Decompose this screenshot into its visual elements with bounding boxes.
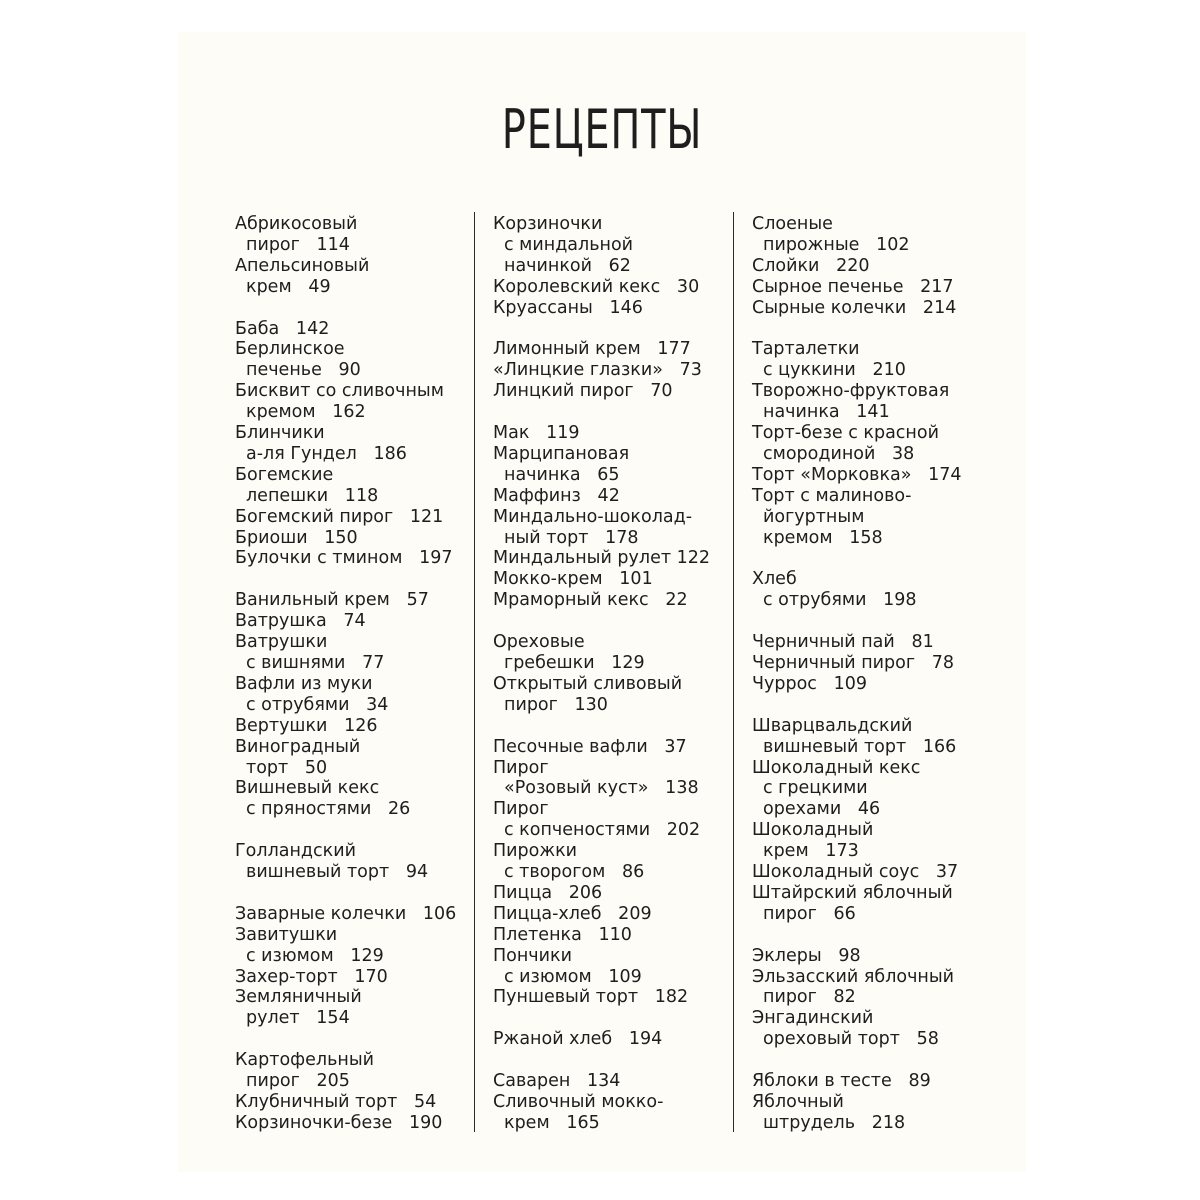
index-entry-text: Вишневый кекс bbox=[235, 778, 380, 799]
index-entry bbox=[752, 674, 992, 695]
index-entry bbox=[235, 423, 475, 465]
index-entry-text: Шоколадный bbox=[752, 820, 874, 841]
index-entry-text: Богемский пирог 121 bbox=[235, 506, 444, 527]
index-entry-text: Мокко-крем 101 bbox=[493, 569, 653, 590]
index-entry bbox=[493, 1092, 733, 1134]
index-entry bbox=[235, 214, 475, 256]
index-entry bbox=[752, 256, 992, 277]
index-entry bbox=[752, 486, 992, 549]
index-entry bbox=[752, 946, 992, 967]
index-entry-text: Лимонный крем 177 bbox=[493, 339, 691, 360]
index-entry-continuation: пирог 114 bbox=[246, 234, 350, 255]
index-entry-text: Пирог bbox=[493, 799, 549, 820]
index-entry-text: Ватрушка 74 bbox=[235, 611, 366, 632]
index-entry bbox=[493, 1071, 733, 1092]
index-entry bbox=[752, 339, 992, 381]
letter-group-gap bbox=[493, 402, 733, 423]
index-entry-text: Плетенка 110 bbox=[493, 924, 632, 945]
index-entry-continuation: рулет 154 bbox=[246, 1008, 350, 1029]
index-entry-continuation: с цуккини 210 bbox=[763, 360, 906, 381]
index-entry-text: Открытый сливовый bbox=[493, 673, 683, 694]
index-entry bbox=[752, 1092, 992, 1134]
index-entry bbox=[493, 360, 733, 381]
index-entry-text: Черничный пирог 78 bbox=[752, 652, 955, 673]
index-entry bbox=[752, 967, 992, 1009]
index-entry-text: Ореховые bbox=[493, 632, 585, 653]
index-entry-text: Мак 119 bbox=[493, 423, 580, 444]
index-entry bbox=[235, 967, 475, 988]
index-entry-text: Бриоши 150 bbox=[235, 527, 358, 548]
index-entry-text: Берлинское bbox=[235, 339, 345, 360]
index-entry-text: Слойки 220 bbox=[752, 255, 870, 276]
index-entry bbox=[235, 507, 475, 528]
index-entry-text: Бисквит со сливочным bbox=[235, 381, 444, 402]
index-entry bbox=[752, 381, 992, 423]
index-entry bbox=[493, 569, 733, 590]
index-entry-text: Торт с малиново- bbox=[752, 485, 912, 506]
index-entry-text: Маффинз 42 bbox=[493, 485, 620, 506]
index-entry-continuation: кремом 162 bbox=[246, 402, 366, 423]
index-entry bbox=[235, 528, 475, 549]
index-entry bbox=[752, 820, 992, 862]
index-entry bbox=[235, 465, 475, 507]
index-entry-text: Абрикосовый bbox=[235, 214, 358, 234]
index-entry bbox=[235, 319, 475, 340]
index-entry-continuation: крем 173 bbox=[763, 841, 859, 862]
index-entry-continuation: с творогом 86 bbox=[504, 862, 645, 883]
index-entry-text: Саварен 134 bbox=[493, 1071, 621, 1092]
index-entry bbox=[752, 423, 992, 465]
index-entry bbox=[235, 716, 475, 737]
index-entry bbox=[493, 339, 733, 360]
index-entry bbox=[752, 758, 992, 821]
index-entry bbox=[493, 298, 733, 319]
index-entry-text: Штайрский яблочный bbox=[752, 882, 953, 903]
index-entry bbox=[493, 381, 733, 402]
index-entry bbox=[235, 904, 475, 925]
index-entry-text: «Линцкие глазки» 73 bbox=[493, 360, 702, 381]
index-entry-continuation: йогуртным bbox=[763, 506, 865, 527]
index-entry bbox=[493, 674, 733, 716]
index-entry bbox=[235, 674, 475, 716]
index-entry-text: Ванильный крем 57 bbox=[235, 590, 429, 611]
index-entry bbox=[752, 632, 992, 653]
index-entry bbox=[493, 883, 733, 904]
index-entry-text: Шварцвальдский bbox=[752, 715, 913, 736]
index-entry-text: Тарталетки bbox=[752, 339, 860, 360]
letter-group-gap bbox=[752, 611, 992, 632]
index-entry-continuation: с изюмом 109 bbox=[504, 966, 642, 987]
index-entry-continuation: смородиной 38 bbox=[763, 443, 915, 464]
letter-group-gap bbox=[235, 1029, 475, 1050]
index-entry-text: Вертушки 126 bbox=[235, 715, 378, 736]
index-entry bbox=[752, 214, 992, 256]
index-entry-text: Пуншевый торт 182 bbox=[493, 987, 689, 1008]
page-title: РЕЦЕПТЫ bbox=[501, 98, 703, 161]
index-entry-text: Земляничный bbox=[235, 987, 362, 1008]
index-entry bbox=[235, 1092, 475, 1113]
index-column-2 bbox=[493, 214, 733, 1134]
index-entry-text: Сырные колечки 214 bbox=[752, 297, 957, 318]
index-entry bbox=[235, 632, 475, 674]
index-entry-continuation: кремом 158 bbox=[763, 527, 883, 548]
index-column-3 bbox=[752, 214, 992, 1134]
index-entry bbox=[493, 946, 733, 988]
index-entry bbox=[493, 904, 733, 925]
index-entry-text: Яблоки в тесте 89 bbox=[752, 1071, 931, 1092]
index-entry bbox=[235, 987, 475, 1029]
index-entry-text: Пицца 206 bbox=[493, 882, 603, 903]
letter-group-gap bbox=[235, 820, 475, 841]
index-entry bbox=[493, 1029, 733, 1050]
index-entry bbox=[493, 590, 733, 611]
index-entry bbox=[493, 632, 733, 674]
index-entry bbox=[493, 214, 733, 277]
index-entry-text: Хлеб bbox=[752, 569, 797, 590]
index-entry-text: Ржаной хлеб 194 bbox=[493, 1029, 663, 1050]
index-entry bbox=[493, 737, 733, 758]
index-entry-continuation: с пряностями 26 bbox=[246, 799, 411, 820]
index-entry-continuation: с вишнями 77 bbox=[246, 653, 385, 673]
index-entry-text: Богемские bbox=[235, 464, 334, 485]
index-entry-text: Миндальный рулет 122 bbox=[493, 548, 711, 569]
index-entry-continuation: ный торт 178 bbox=[504, 527, 639, 548]
index-column-1 bbox=[235, 214, 475, 1134]
column-divider bbox=[474, 212, 475, 1132]
index-entry-text: Чуррос 109 bbox=[752, 673, 867, 694]
letter-group-gap bbox=[235, 298, 475, 319]
index-entry-text: Линцкий пирог 70 bbox=[493, 381, 673, 402]
index-entry-text: Завитушки bbox=[235, 924, 338, 945]
index-entry-continuation: с копченостями 202 bbox=[504, 820, 701, 841]
index-entry bbox=[493, 799, 733, 841]
index-entry-continuation: с отрубями 34 bbox=[246, 694, 389, 715]
letter-group-gap bbox=[493, 611, 733, 632]
index-entry-continuation: «Розовый куст» 138 bbox=[504, 778, 699, 799]
index-entry bbox=[493, 987, 733, 1008]
index-entry-continuation: пирог 205 bbox=[246, 1071, 350, 1092]
index-entry bbox=[752, 716, 992, 758]
index-entry-text: Корзиночки-безе 190 bbox=[235, 1112, 443, 1133]
index-entry bbox=[235, 1113, 475, 1134]
index-entry-text: Ватрушки bbox=[235, 632, 328, 653]
index-entry bbox=[493, 758, 733, 800]
index-entry-continuation: крем 49 bbox=[246, 276, 331, 297]
index-entry-text: Эльзасский яблочный bbox=[752, 966, 955, 987]
letter-group-gap bbox=[235, 569, 475, 590]
index-entry bbox=[752, 862, 992, 883]
letter-group-gap bbox=[493, 1050, 733, 1071]
index-entry-text: Клубничный торт 54 bbox=[235, 1091, 437, 1112]
index-entry-continuation: начинка 141 bbox=[763, 402, 890, 423]
index-entry-text: Вафли из муки bbox=[235, 673, 373, 694]
index-entry-text: Картофельный bbox=[235, 1050, 375, 1071]
index-entry bbox=[235, 339, 475, 381]
index-entry bbox=[493, 548, 733, 569]
index-entry bbox=[493, 507, 733, 549]
index-entry bbox=[235, 778, 475, 820]
index-entry-text: Королевский кекс 30 bbox=[493, 276, 700, 297]
index-entry-continuation: ореховый торт 58 bbox=[763, 1029, 939, 1050]
index-entry-continuation: орехами 46 bbox=[763, 799, 881, 820]
index-entry bbox=[493, 925, 733, 946]
index-entry-continuation: с отрубями 198 bbox=[763, 590, 917, 611]
index-entry-text: Яблочный bbox=[752, 1091, 844, 1112]
index-entry-text: Пирожки bbox=[493, 841, 578, 862]
index-entry-continuation: пирог 130 bbox=[504, 694, 608, 715]
index-entry-continuation: пирог 66 bbox=[763, 903, 856, 924]
letter-group-gap bbox=[752, 695, 992, 716]
index-entry-text: Мраморный кекс 22 bbox=[493, 590, 688, 611]
letter-group-gap bbox=[235, 883, 475, 904]
index-entry-continuation: лепешки 118 bbox=[246, 485, 379, 506]
book-page bbox=[178, 32, 1026, 1172]
index-entry-text: Шоколадный кекс bbox=[752, 757, 921, 778]
index-entry-text: Заварные колечки 106 bbox=[235, 903, 457, 924]
index-entry-continuation: начинка 65 bbox=[504, 464, 620, 485]
index-entry-text: Сырное печенье 217 bbox=[752, 276, 954, 297]
index-entry-continuation: гребешки 129 bbox=[504, 652, 645, 673]
letter-group-gap bbox=[752, 1050, 992, 1071]
index-entry-continuation: штрудель 218 bbox=[763, 1112, 906, 1133]
index-entry bbox=[235, 590, 475, 611]
letter-group-gap bbox=[493, 319, 733, 340]
index-entry-continuation: начинкой 62 bbox=[504, 255, 631, 276]
index-entry-text: Круассаны 146 bbox=[493, 297, 643, 318]
letter-group-gap bbox=[752, 548, 992, 569]
index-entry-text: Торт «Морковка» 174 bbox=[752, 464, 962, 485]
index-entry bbox=[752, 883, 992, 925]
index-entry bbox=[493, 277, 733, 298]
index-entry-text: Пицца-хлеб 209 bbox=[493, 903, 652, 924]
index-entry-text: Сливочный мокко- bbox=[493, 1091, 664, 1112]
index-entry-continuation: вишневый торт 94 bbox=[246, 862, 429, 883]
index-entry bbox=[235, 548, 475, 569]
index-entry-text: Баба 142 bbox=[235, 318, 330, 339]
column-divider bbox=[733, 212, 734, 1132]
index-entry-continuation: с миндальной bbox=[504, 234, 634, 255]
index-entry-continuation: крем 165 bbox=[504, 1112, 600, 1133]
index-entry-text: Пончики bbox=[493, 945, 572, 966]
letter-group-gap bbox=[752, 925, 992, 946]
index-entry-text: Творожно-фруктовая bbox=[752, 381, 950, 402]
index-entry bbox=[752, 653, 992, 674]
index-entry-continuation: торт 50 bbox=[246, 757, 328, 778]
letter-group-gap bbox=[752, 319, 992, 340]
letter-group-gap bbox=[493, 1008, 733, 1029]
index-entry-continuation: вишневый торт 166 bbox=[763, 736, 957, 757]
index-entry-text: Виноградный bbox=[235, 736, 361, 757]
index-entry-text: Миндально-шоколад- bbox=[493, 506, 693, 527]
index-entry bbox=[235, 841, 475, 883]
index-entry-text: Слоеные bbox=[752, 214, 833, 234]
index-entry bbox=[752, 1008, 992, 1050]
index-entry bbox=[235, 925, 475, 967]
index-entry-continuation: пирог 82 bbox=[763, 987, 856, 1008]
index-entry bbox=[752, 277, 992, 298]
index-entry-continuation: с грецкими bbox=[763, 778, 868, 799]
index-entry bbox=[493, 423, 733, 444]
index-entry-text: Эклеры 98 bbox=[752, 945, 861, 966]
index-entry-text: Булочки с тмином 197 bbox=[235, 548, 453, 569]
index-entry-text: Черничный пай 81 bbox=[752, 632, 934, 653]
index-entry bbox=[752, 1071, 992, 1092]
index-entry-text: Корзиночки bbox=[493, 214, 603, 234]
index-entry-text: Пирог bbox=[493, 757, 549, 778]
index-entry-text: Голландский bbox=[235, 841, 356, 862]
index-entry bbox=[493, 444, 733, 486]
index-entry-text: Блинчики bbox=[235, 423, 325, 444]
index-entry bbox=[752, 569, 992, 611]
index-entry bbox=[752, 298, 992, 319]
index-entry-text: Марципановая bbox=[493, 443, 630, 464]
index-entry-text: Апельсиновый bbox=[235, 255, 370, 276]
index-entry bbox=[752, 465, 992, 486]
index-entry-continuation: с изюмом 129 bbox=[246, 945, 384, 966]
index-entry bbox=[235, 256, 475, 298]
index-entry-text: Захер-торт 170 bbox=[235, 966, 388, 987]
index-entry bbox=[235, 737, 475, 779]
index-entry-text: Шоколадный соус 37 bbox=[752, 862, 959, 883]
index-entry-text: Торт-безе с красной bbox=[752, 423, 939, 444]
index-entry bbox=[493, 486, 733, 507]
index-entry bbox=[493, 841, 733, 883]
index-entry bbox=[235, 381, 475, 423]
index-entry bbox=[235, 1050, 475, 1092]
index-entry-continuation: пирожные 102 bbox=[763, 234, 910, 255]
index-entry-text: Энгадинский bbox=[752, 1008, 874, 1029]
index-entry-text: Песочные вафли 37 bbox=[493, 736, 687, 757]
index-entry-continuation: печенье 90 bbox=[246, 360, 361, 381]
index-entry-continuation: а-ля Гундел 186 bbox=[246, 443, 407, 464]
letter-group-gap bbox=[493, 716, 733, 737]
index-entry bbox=[235, 611, 475, 632]
